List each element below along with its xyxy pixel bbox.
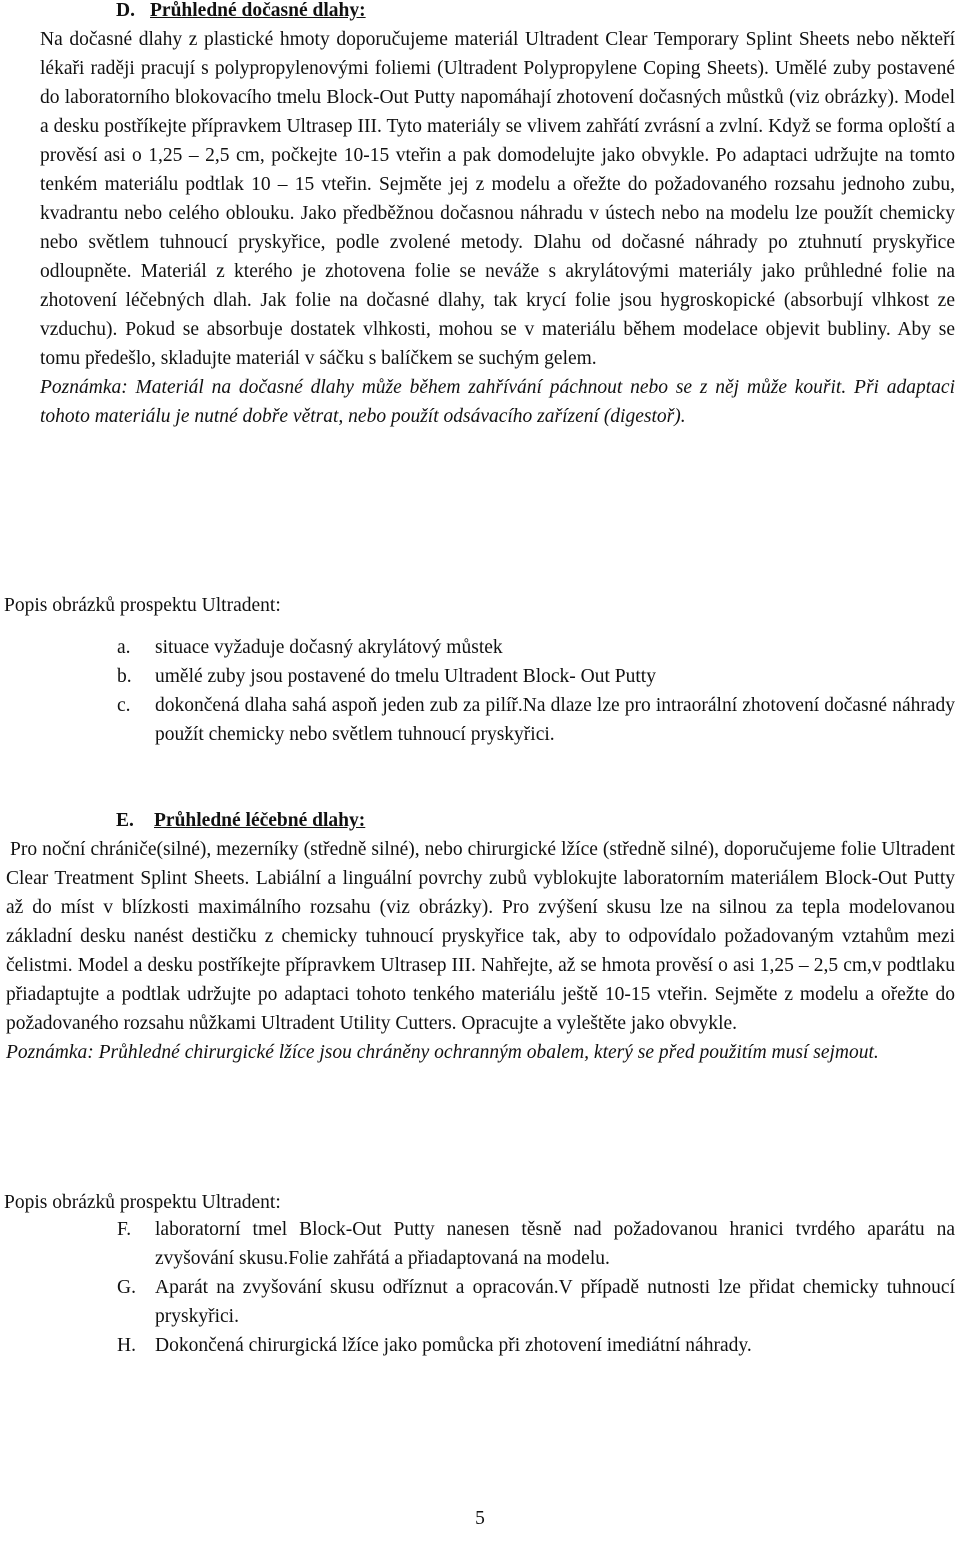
section-d [40, 0, 955, 431]
list-item-mark: b. [117, 666, 132, 687]
list-item-mark: H. [117, 1335, 136, 1356]
section-e [6, 806, 955, 1067]
section-d-body: Na dočasné dlahy z plastické hmoty doporučujeme materiál Ultradent Clear Temporary Splint Sheets nebo někteří lékaři raději pracují s polypropylenovými foliemi (Ultradent Polypropylene Coping Sheets). Umělé zuby postavené do laboratorního blokovacího tmelu Block-Out Putty napomáhají zhotovení dočasných můstků (viz obrázky). Model a desku postříkejte přípravkem Ultrasep III. Tyto materiály se vlivem zahřátí zvrásní a zvlní. Když se forma oploští a prověsí asi o 1,25 – 2,5 cm, počkejte 10-15 vteřin a pak domodelujte jako obvykle. Po adaptaci udržujte na tomto tenkém materiálu podtlak 10 – 15 vteřin. Sejměte jej z modelu a ořežte do požadovaného rozsahu jednoho zubu, kvadrantu nebo celého oblouku. Jako předběžnou dočasnou náhradu v ústech nebo na modelu lze použít chemicky nebo světlem tuhnoucí pryskyřice, podle zvolené metody. Dlahu od dočasné náhrady po ztuhnutí pryskyřice odloupněte. Materiál z kterého je zhotovena folie se neváže s akrylátovými materiály jako průhledné folie na zhotovení léčebných dlah. Jak folie na dočasné dlahy, tak krycí folie jsou hygroskopické (absorbují vlhkost ze vzduchu). Pokud se absorbuje dostatek vlhkosti, mohou se v materiálu během modelace objevit bubliny. Aby se tomu předešlo, skladujte materiál v sáčku s balíčkem se suchým gelem. [40, 29, 955, 369]
list-item [117, 1215, 955, 1273]
list-item-text: laboratorní tmel Block-Out Putty nanesen těsně nad požadovanou hranici tvrdého aparátu na zvyšování skusu.Folie zahřátá a přiadaptovaná na modelu. [155, 1219, 955, 1269]
list-item [117, 1331, 955, 1360]
section-e-body: Pro noční chrániče(silné), mezerníky (středně silné), nebo chirurgické lžíce (středně silné), doporučujeme folie Ultradent Clear Treatment Splint Sheets. Labiální a linguální povrchy zubů vyblokujte laboratorním materiálem Block-Out Putty až do míst v blízkosti maximálního rozsahu (viz obrázky). Pro zvýšení skusu lze na silnou za tepla modelovanou základní desku nanést destičku z chemicky tuhnoucí pryskyřice tak, aby to odpovídalo požadovaným vztahům mezi čelistmi. Model a desku postříkejte přípravkem Ultrasep III. Nahřejte, až se hmota prověsí o asi 1,25 – 2,5 cm,v podtlaku přiadaptujte a podtlak udržujte po adaptaci tohoto tenkého materiálu ještě 10-15 vteřin. Sejměte z modelu a ořežte do požadovaného rozsahu nůžkami Ultradent Utility Cutters. Opracujte a vyleštěte jako obvykle. [6, 839, 955, 1034]
section-d-captions-list [117, 633, 955, 749]
section-e-note: Poznámka: Průhledné chirurgické lžíce jsou chráněny ochranným obalem, který se před použitím musí sejmout. [6, 1042, 879, 1063]
section-e-title: Průhledné léčebné dlahy: [154, 810, 366, 831]
list-item-text: situace vyžaduje dočasný akrylátový můstek [155, 637, 503, 658]
page-number: 5 [475, 1508, 485, 1529]
list-item-mark: c. [117, 695, 131, 716]
section-e-letter: E. [116, 810, 134, 831]
list-item [117, 633, 955, 662]
list-item-text: umělé zuby jsou postavené do tmelu Ultradent Block- Out Putty [155, 666, 656, 687]
list-item-text: Dokončená chirurgická lžíce jako pomůcka při zhotovení imediátní náhrady. [155, 1335, 752, 1356]
section-d-letter: D. [116, 0, 135, 21]
list-item-mark: F. [117, 1219, 132, 1240]
section-d-title: Průhledné dočasné dlahy: [150, 0, 366, 21]
section-e-heading [116, 806, 955, 835]
list-item [117, 691, 955, 749]
list-item-mark: a. [117, 637, 131, 658]
section-e-captions-title: Popis obrázků prospektu Ultradent: [4, 1192, 281, 1213]
list-item [117, 1273, 955, 1331]
section-d-note: Poznámka: Materiál na dočasné dlahy může během zahřívání páchnout nebo se z něj může kouřit. Při adaptaci tohoto materiálu je nutné dobře větrat, nebo použít odsávacího zařízení (digestoř). [40, 377, 955, 427]
section-d-heading [116, 0, 955, 25]
list-item-text: Aparát na zvyšování skusu odříznut a opracován.V případě nutnosti lze přidat chemicky tuhnoucí pryskyřici. [155, 1277, 955, 1327]
list-item-mark: G. [117, 1277, 136, 1298]
section-e-captions-list [117, 1215, 955, 1360]
list-item [117, 662, 955, 691]
list-item-text: dokončená dlaha sahá aspoň jeden zub za pilíř.Na dlaze lze pro intraorální zhotovení dočasné náhrady použít chemicky nebo světlem tuhnoucí pryskyřici. [155, 695, 955, 745]
section-d-captions-title: Popis obrázků prospektu Ultradent: [4, 595, 281, 616]
